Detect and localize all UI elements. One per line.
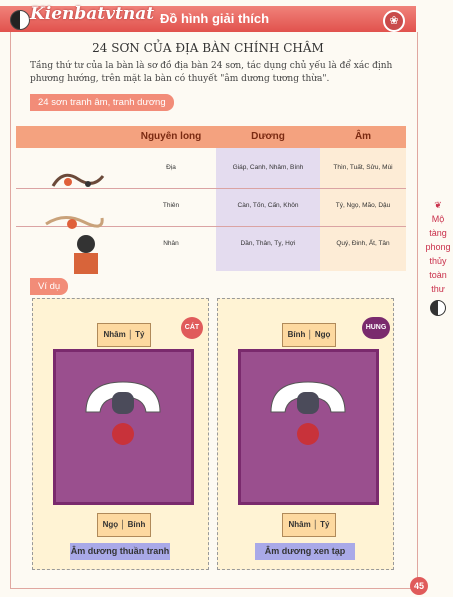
- side-word: thủy: [429, 256, 447, 266]
- sector-label: Nhâm: [103, 330, 126, 339]
- sector-label: Ngọ: [102, 520, 119, 529]
- row-nhan-long: Nhân: [163, 240, 179, 247]
- cat-badge: CÁT: [181, 317, 203, 339]
- lotus-icon: ❦: [434, 200, 442, 210]
- diagram-caption: Âm dương xen tạp: [255, 543, 355, 560]
- top-sector: Nhâm │ Tý: [97, 323, 151, 347]
- sector-label: Tý: [320, 520, 330, 529]
- row-thien-long: Thiên: [162, 202, 180, 209]
- top-sector: Bính │ Ngọ: [282, 323, 336, 347]
- header-nguyen-long: Nguyên long: [126, 126, 216, 148]
- side-word: phong: [425, 242, 451, 252]
- row-dia-long: Địa: [166, 164, 176, 171]
- bottom-sector: Ngọ │ Bính: [97, 513, 151, 537]
- row-dia-duong: Giáp, Canh, Nhâm, Bính: [232, 164, 304, 171]
- son-table: [16, 126, 406, 271]
- room: [53, 349, 194, 505]
- side-word: thư: [431, 284, 445, 294]
- sector-label: Bính: [287, 330, 306, 339]
- hung-badge: HUNG: [362, 317, 390, 339]
- row-dia-am: Thìn, Tuất, Sửu, Mùi: [333, 164, 393, 171]
- person-figure-icon: [56, 226, 116, 286]
- flower-icon: ❀: [383, 10, 405, 32]
- sector-label: Nhâm: [288, 520, 311, 529]
- section-label-24-son: 24 sơn tranh âm, tranh dương: [30, 94, 174, 111]
- bottom-sector: Nhâm │ Tý: [282, 513, 336, 537]
- example-diagram-cat: [32, 298, 209, 570]
- page-number: 45: [410, 577, 428, 595]
- header-duong: Dương: [216, 126, 320, 148]
- row-thien-duong: Càn, Tốn, Cấn, Khôn: [237, 202, 299, 209]
- side-word: Mộ: [431, 214, 445, 224]
- side-title: [424, 198, 452, 320]
- yin-yang-icon: [10, 10, 30, 30]
- diagram-caption: Âm dương thuần tranh: [70, 543, 170, 560]
- sector-label: Ngọ: [314, 330, 331, 339]
- row-nhan-am: Quý, Đinh, Ất, Tân: [336, 240, 390, 247]
- chair-person-icon: [261, 372, 356, 462]
- logo: Kienbatvtnat: [30, 4, 155, 24]
- row-nhan-duong: Dần, Thân, Tỵ, Hợi: [240, 240, 296, 247]
- yin-yang-small-icon: [430, 300, 446, 316]
- sector-label: Tý: [135, 330, 145, 339]
- side-word: toàn: [429, 270, 447, 280]
- section-label-vi-du: Ví dụ: [30, 278, 68, 295]
- chair-person-icon: [76, 372, 171, 462]
- room: [238, 349, 379, 505]
- side-word: tàng: [429, 228, 447, 238]
- header-am: Âm: [320, 126, 406, 148]
- example-diagram-hung: [217, 298, 394, 570]
- header-title: Đồ hình giải thích: [160, 11, 270, 26]
- page-subtitle: 24 SƠN CỦA ĐỊA BÀN CHÍNH CHÂM: [92, 41, 324, 55]
- intro-paragraph: Tầng thứ tư của la bàn là sơ đồ địa bàn 24 sơn, tác dụng chủ yếu là để xác định phương hướng, trên mặt la bàn có thuyết "âm dương tương thừa".: [30, 61, 393, 84]
- header-blank: [16, 126, 126, 148]
- row-thien-am: Tý, Ngọ, Mão, Dậu: [335, 202, 391, 209]
- sector-label: Bính: [127, 520, 146, 529]
